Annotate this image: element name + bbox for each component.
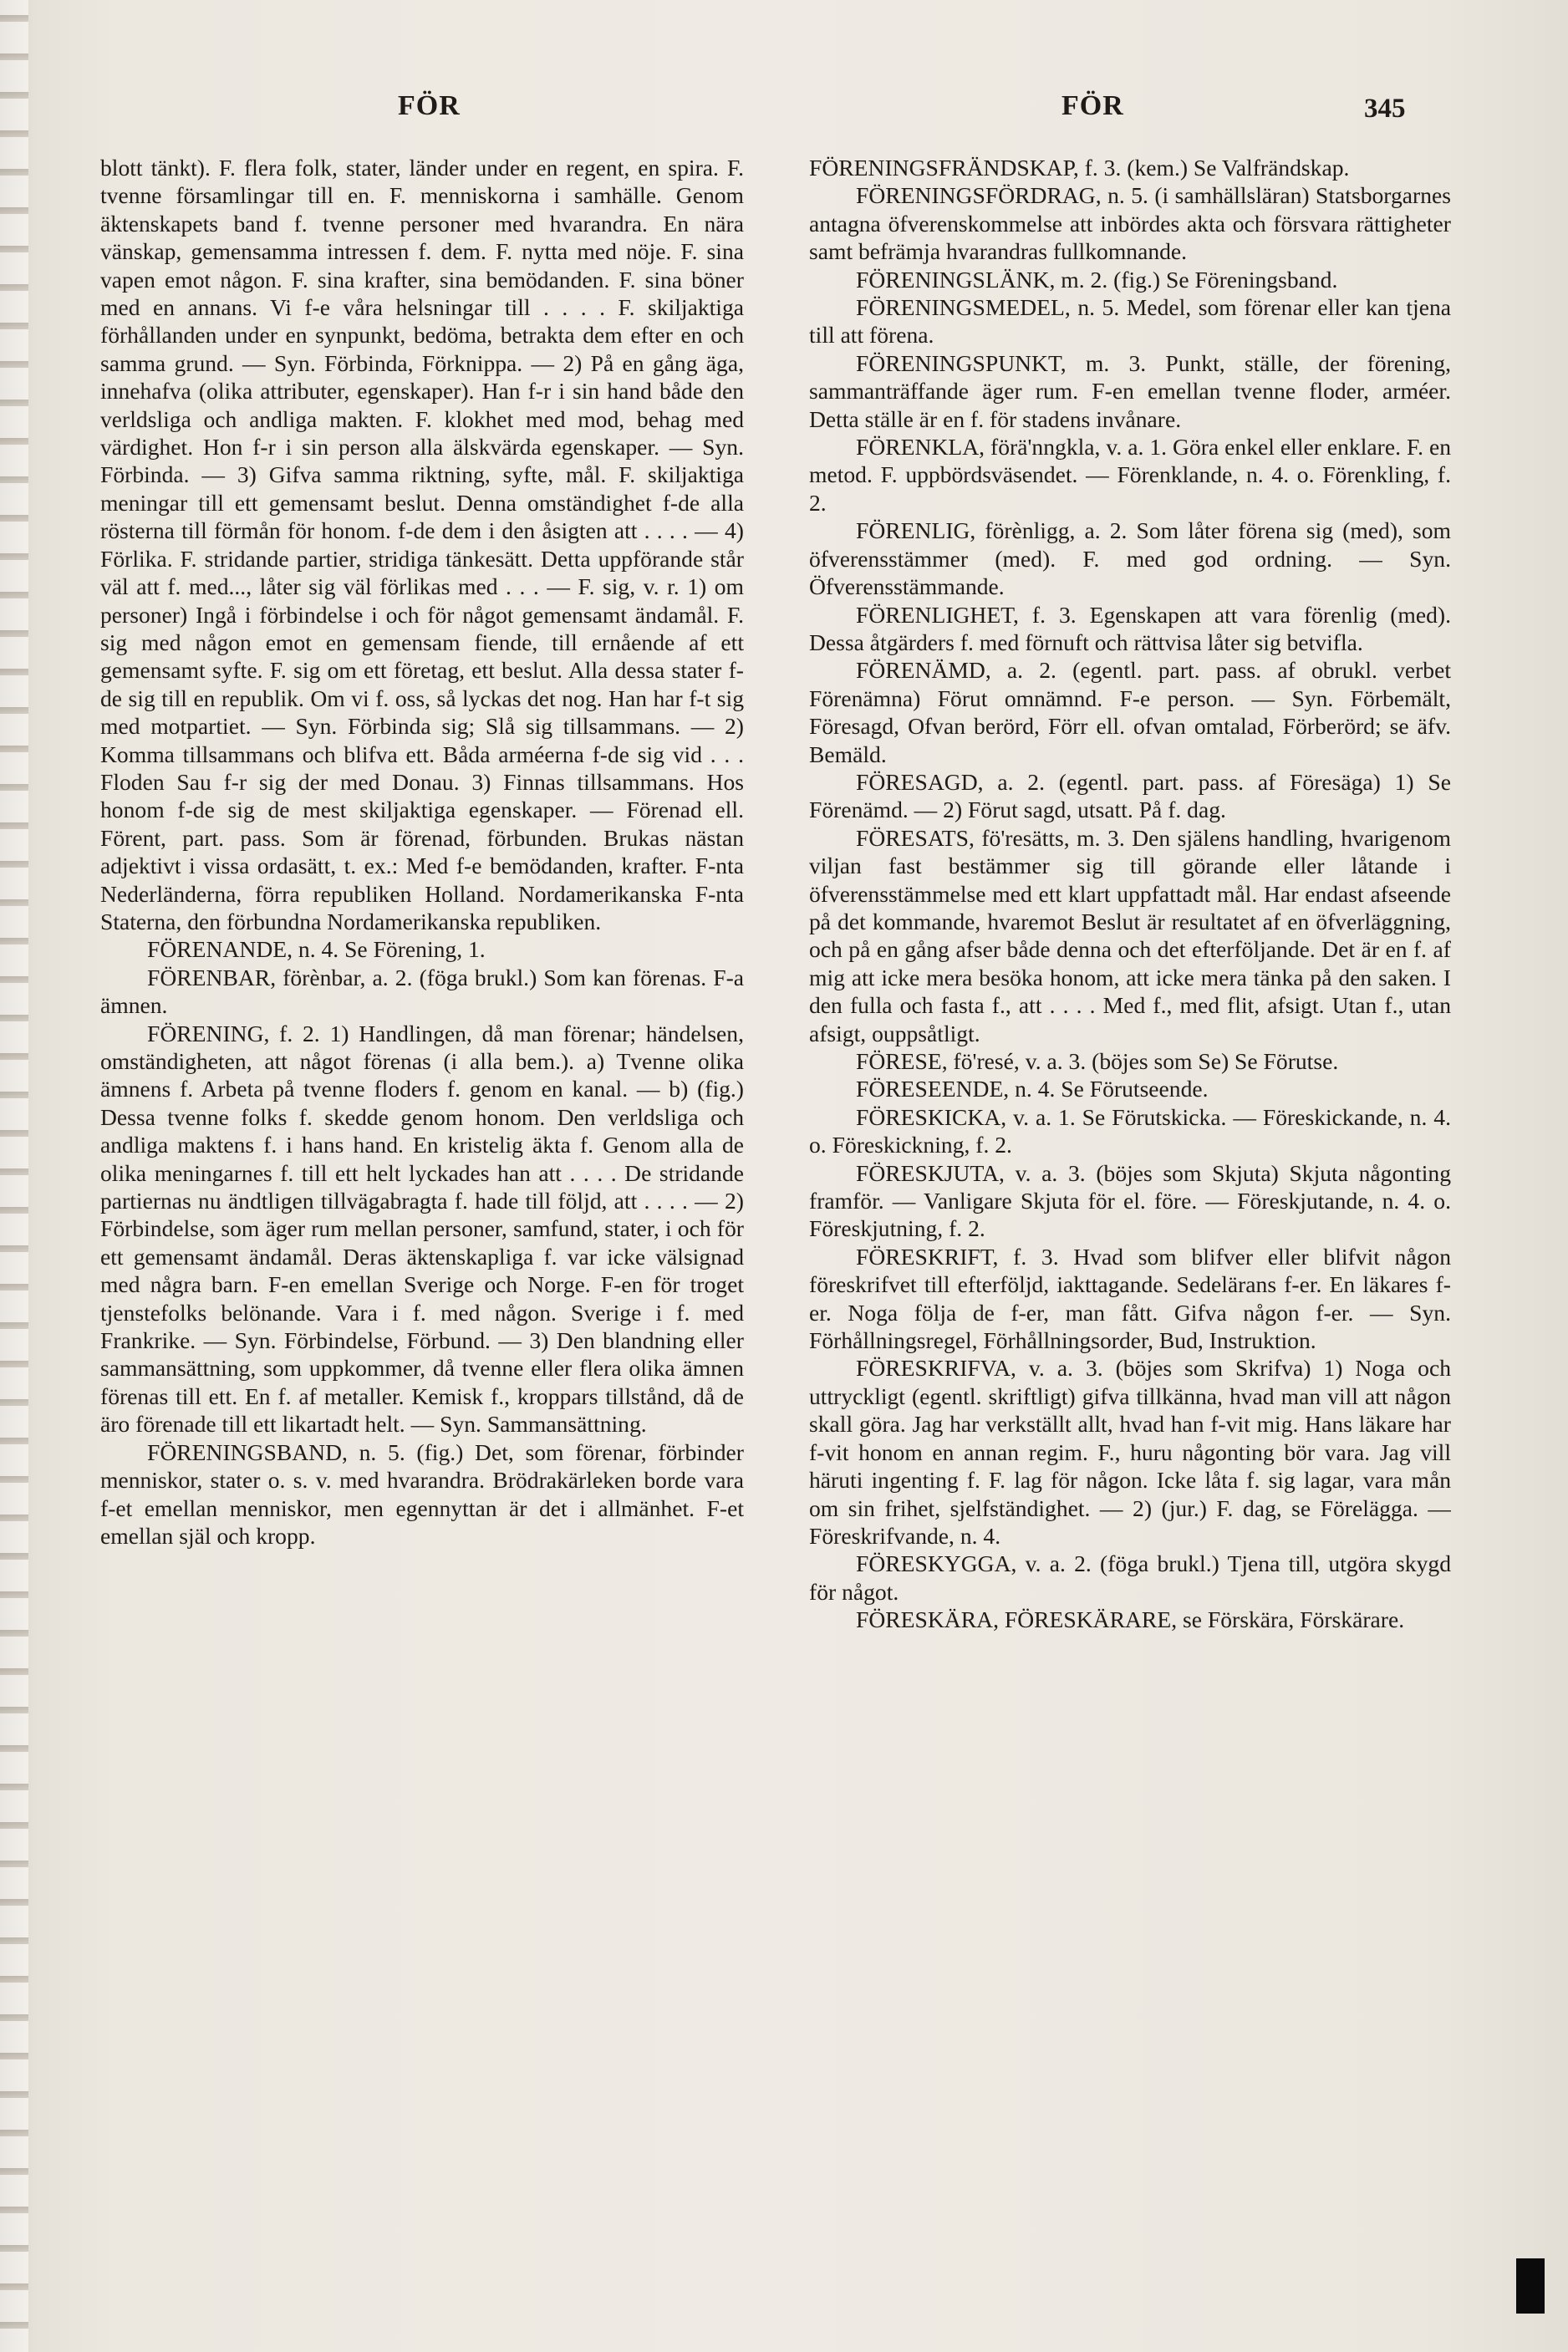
dictionary-entry: FÖRENINGSPUNKT, m. 3. Punkt, ställe, der förening, sammanträffande äger rum. F-en emellan tvenne floder, arméer. Detta ställe är en f. för stadens invånare. [809,349,1451,432]
dictionary-entry: FÖRENKLA, förä'nngkla, v. a. 1. Göra enkel eller enklare. F. en metod. F. uppbördsväsendet. — Förenklande, n. 4. o. Förenkling, f. 2. [809,434,1451,516]
scan-corner-mark [1516,2258,1545,2314]
running-head-right: FÖR [1061,90,1124,121]
dictionary-entry: FÖRESKICKA, v. a. 1. Se Förutskicka. — Föreskickande, n. 4. o. Föreskickning, f. 2. [809,1103,1451,1158]
dictionary-entry: FÖRESEENDE, n. 4. Se Förutseende. [856,1076,1209,1102]
dictionary-entry: FÖRESKÄRA, FÖRESKÄRARE, se Förskära, Förskärare. [856,1606,1405,1633]
dictionary-entry: FÖRESKRIFT, f. 3. Hvad som blifver eller blifvit någon föreskrifvet till efterföljd, iakttagande. Sedelärans f-er. En läkares f-er. Noga följa de f-er, man fått. Gifva någon f-er. — Syn. Förhållningsregel, Förhållningsorder, Bud, Instruktion. [809,1243,1451,1354]
page-number: 345 [1364,94,1406,124]
dictionary-entry: blott tänkt). F. flera folk, stater, länder under en regent, en spira. F. tvenne församlingar till en. F. menniskorna i samhälle. Genom äktenskapets band f. tvenne personer med hvarandra. En nära vänskap, gemensamma intressen f. dem. F. nytta med nöje. F. sina vapen emot någon. F. sina krafter, sina bemödanden. F. sina böner med en annans. Vi f-e våra helsningar till . . . . F. skiljaktiga förhållanden under en synpunkt, bedöma, betrakta dem efter en och samma grund. — Syn. Förbinda, Förknippa. — 2) På en gång äga, innehafva (olika attributer, egenskaper). Han f-r i sin hand både den verldsliga och andliga makten. F. klokhet med mod, behag med värdighet. Hon f-r i sin person alla älskvärda egenskaper. — Syn. Förbinda. — 3) Gifva samma riktning, syfte, mål. F. skiljaktiga meningar till ett gemensamt beslut. Denna omständighet f-de alla rösterna till förmån för honom. f-de dem i den åsigten att . . . . — 4) Förlika. F. stridande partier, stridiga tänkesätt. Detta uppförande står väl att f. med..., låter sig väl förlikas med . . . — F. sig, v. r. 1) om personer) Ingå i förbindelse i och för något gemensamt ändamål. F. sig med någon emot en gemensam fiende, till ernående af ett gemensamt syfte. F. sig om ett företag, ett beslut. Alla dessa stater f-de sig till en republik. Om vi f. oss, så lyckas det nog. Han har f-t sig med motpartiet. — Syn. Förbinda sig; Slå sig tillsammans. — 2) Komma tillsammans och blifva ett. Båda arméerna f-de sig vid . . . Floden Sau f-r sig der med Donau. 3) Finnas tillsammans. Hos honom f-de sig de mest skiljaktiga egenskaper. — Förenad ell. Förent, part. pass. Som är förenad, förbunden. Brukas nästan adjektivt i vissa ordasätt, t. ex.: Med f-e bemödanden, krafter. F-nta Nederländerna, förra republiken Holland. Nordamerikanska F-nta Staterna, den förbundna Nordamerikanska republiken. [100,155,744,934]
dictionary-entry: FÖRENLIGHET, f. 3. Egenskapen att vara förenlig (med). Dessa åtgärders f. med förnuft och rättvisa låter sig betvifla. [809,601,1451,655]
dictionary-entry: FÖRENBAR, förènbar, a. 2. (föga brukl.) Som kan förenas. F-a ämnen. [100,964,744,1019]
dictionary-entry: FÖRENÄMD, a. 2. (egentl. part. pass. af obrukl. verbet Förenämna) Förut omnämnd. F-e person. — Syn. Förbemält, Föresagd, Ofvan berörd, Förr ell. ofvan omtalad, Förberörd; se äfv. Bemäld. [809,657,1451,767]
dictionary-entry: FÖRENING, f. 2. 1) Handlingen, då man förenar; händelsen, omständigheten, att något förenas (i alla bem.). a) Tvenne olika ämnens f. Arbeta på tvenne floders f. genom en kanal. — b) (fig.) Dessa tvenne folks f. skedde genom honom. Den verldsliga och andliga maktens f. i hans hand. En kristelig äkta f. Genom alla de olika meningarnes f. till ett helt lyckades han att . . . . De stridande partiernas nu ändtligen tillvägabragta f. hade till följd, att . . . . — 2) Förbindelse, som äger rum mellan personer, samfund, stater, i och för ett gemensamt ändamål. Deras äktenskapliga f. var icke välsignad med några barn. F-en emellan Sverige och Norge. F-en för troget tjenstefolks belönande. Vara i f. med någon. Sverige i f. med Frankrike. — Syn. Förbindelse, Förbund. — 3) Den blandning eller sammansättning, som uppkommer, då tvenne eller flera olika ämnen förenas till ett. En f. af metaller. Kemisk f., kroppars tillstånd, då de äro förenade till ett likartadt helt. — Syn. Sammansättning. [100,1020,744,1438]
dictionary-entry: FÖRESE, fö'resé, v. a. 3. (böjes som Se) Se Förutse. [856,1048,1339,1074]
dictionary-entry: FÖRENINGSBAND, n. 5. (fig.) Det, som förenar, förbinder menniskor, stater o. s. v. med hvarandra. Brödrakärleken borde vara f-et emellan menniskor, men egennyttan är det i allmänhet. F-et emellan själ och kropp. [100,1438,744,1549]
dictionary-entry: FÖRESKJUTA, v. a. 3. (böjes som Skjuta) Skjuta någonting framför. — Vanligare Skjuta för el. före. — Föreskjutande, n. 4. o. Föreskjutning, f. 2. [809,1159,1451,1242]
dictionary-entry: FÖRENINGSFÖRDRAG, n. 5. (i samhällsläran) Statsborgarnes antagna öfverenskommelse att inbördes akta och försvara rättigheter samt befrämja hvarandras fullkomnande. [809,182,1451,265]
dictionary-entry: FÖRESKYGGA, v. a. 2. (föga brukl.) Tjena till, utgöra skygd för något. [809,1550,1451,1605]
dictionary-entry: FÖRENANDE, n. 4. Se Förening, 1. [147,936,486,963]
dictionary-entry: FÖRESAGD, a. 2. (egentl. part. pass. af Föresäga) 1) Se Förenämd. — 2) Förut sagd, utsatt. På f. dag. [809,768,1451,823]
running-head-left: FÖR [398,90,461,121]
dictionary-entry: FÖRESATS, fö'resätts, m. 3. Den själens handling, hvarigenom viljan fast bestämmer sig till görande eller låtande i öfverensstämmelse med ett klart uppfattadt mål. Har endast afseende på det kommande, hvaremot Beslut är resultatet af en öfverläggning, och på en gång afser både denna och det efterföljande. Det är en f. af mig att icke mera besöka honom, att icke mera tänka på den saken. I den fulla och fasta f., att . . . . Med f., med flit, afsigt. Utan f., utan afsigt, ouppsåtligt. [809,824,1451,1046]
right-column [809,154,1451,2277]
dictionary-entry: FÖRENINGSFRÄNDSKAP, f. 3. (kem.) Se Valfrändskap. [809,155,1350,181]
dictionary-entry: FÖRENINGSLÄNK, m. 2. (fig.) Se Föreningsband. [856,266,1338,293]
left-column [100,154,744,2277]
dictionary-entry: FÖRESKRIFVA, v. a. 3. (böjes som Skrifva) 1) Noga och uttryckligt (egentl. skriftligt) gifva tillkänna, hvad man vill att någon skall göra. Jag har verkställt allt, hvad han f-vit mig. Hans läkare har f-vit honom en annan regim. F., huru någonting bör vara. Jag vill häruti ingenting f. F. lag för någon. Icke låta f. sig lagar, vara mån om sin frihet, sjelfständighet. — 2) (jur.) F. dag, se Förelägga. — Föreskrifvande, n. 4. [809,1355,1451,1549]
dictionary-entry: FÖRENINGSMEDEL, n. 5. Medel, som förenar eller kan tjena till att förena. [809,294,1451,349]
page-binding-edge [0,0,28,2352]
dictionary-entry: FÖRENLIG, förènligg, a. 2. Som låter förena sig (med), som öfverensstämmer (med). F. med god ordning. — Syn. Öfverensstämmande. [809,517,1451,600]
